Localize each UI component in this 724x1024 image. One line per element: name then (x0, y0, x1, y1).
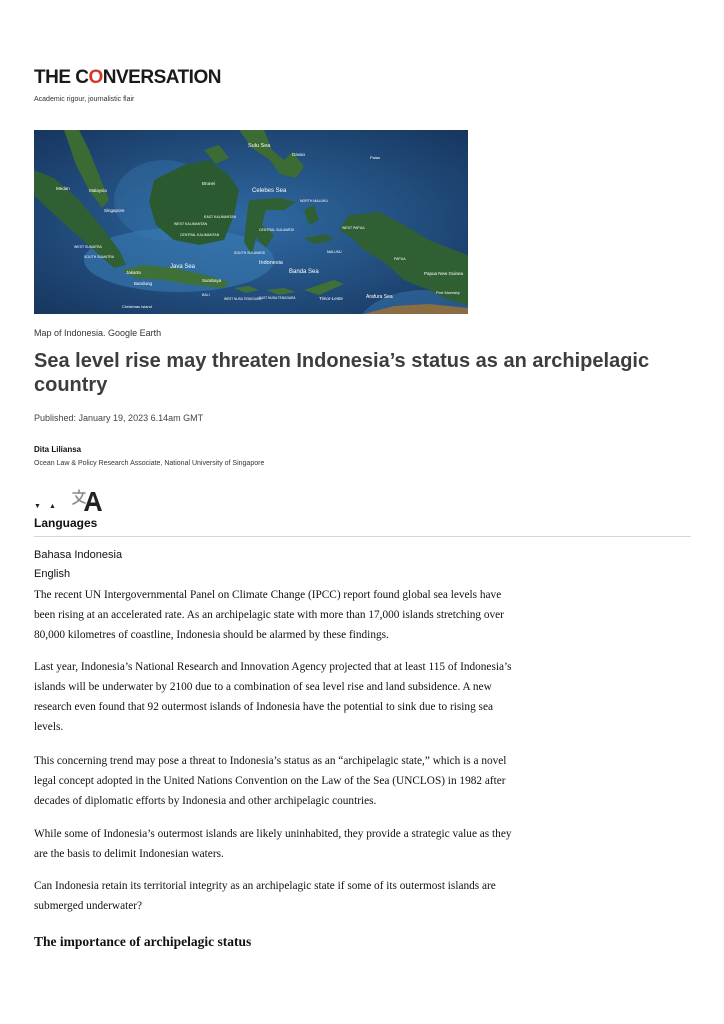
map-label: WEST SUMATRA (74, 245, 102, 249)
translate-icon[interactable] (70, 488, 104, 512)
map-image (34, 130, 468, 314)
map-label: Medan (56, 186, 70, 191)
map-label: EAST KALIMANTAN (204, 215, 237, 219)
map-label: SOUTH SULAWESI (234, 251, 266, 255)
map-label: CENTRAL SULAWESI (259, 228, 295, 232)
map-label: WEST PAPUA (342, 226, 365, 230)
languages-heading: Languages (34, 516, 98, 530)
article-paragraph: Last year, Indonesia’s National Research and Innovation Agency projected that at least 115 of Indonesia’s islands will be underwater by 2100 due to a combination of sea level rise and land subsidence. A new research even found that 92 outermost islands of Indonesia have the potential to sink due to rising sea levels. (34, 661, 512, 733)
map-label: EAST NUSA TENGGARA (259, 296, 296, 300)
author-name[interactable]: Dita Liliansa (34, 445, 82, 454)
article-headline: Sea level rise may threaten Indonesia’s status as an archipelagic country (34, 350, 650, 396)
logo-speech-o: O (88, 67, 103, 88)
map-label: Timor-Leste (319, 296, 343, 301)
map-label: WEST KALIMANTAN (174, 222, 208, 226)
map-label: Palau (370, 155, 381, 160)
article-paragraph: While some of Indonesia’s outermost islands are likely uninhabited, they provide a strategic value as they are the basis to delimit Indonesian waters. (34, 828, 512, 860)
map-label: Java Sea (170, 264, 196, 270)
map-label: Port Moresby (436, 290, 460, 295)
language-option-bahasa[interactable]: Bahasa Indonesia (34, 549, 123, 561)
map-label: Banda Sea (289, 269, 319, 275)
section-heading: The importance of archipelagic status (34, 934, 252, 949)
map-label: Christmas Island (122, 304, 152, 309)
map-label: Bandung (134, 281, 153, 286)
map-label: Malaysia (89, 188, 107, 193)
collapse-arrow-icon[interactable]: ▼ (34, 503, 41, 510)
map-label: MALUKU (327, 250, 342, 254)
map-label: SOUTH SUMATRA (84, 255, 115, 259)
map-label: Jakarta (126, 270, 141, 275)
map-graphic (34, 130, 468, 314)
article-paragraph: Can Indonesia retain its territorial integrity as an archipelagic state if some of its outermost islands are submerged underwater? (34, 880, 496, 912)
map-label: Sulu Sea (248, 143, 271, 149)
map-label: Brunei (202, 181, 216, 186)
map-label: Surabaya (202, 278, 222, 283)
author-affiliation: Ocean Law & Policy Research Associate, National University of Singapore (34, 460, 265, 467)
language-option-english[interactable]: English (34, 568, 71, 580)
publish-date: Published: January 19, 2023 6.14am GMT (34, 413, 204, 423)
site-logo[interactable] (34, 67, 221, 89)
map-label: Arafura Sea (366, 294, 393, 300)
map-label: NORTH MALUKU (300, 199, 328, 203)
divider (34, 536, 691, 537)
map-label: CENTRAL KALIMANTAN (180, 233, 220, 237)
logo-text-suffix: NVERSATION (102, 67, 221, 88)
map-label: WEST NUSA TENGGARA (224, 297, 262, 301)
logo-text-prefix: THE C (34, 67, 89, 88)
site-tagline: Academic rigour, journalistic flair (34, 96, 135, 103)
map-caption: Map of Indonesia. Google Earth (34, 328, 162, 338)
map-label: Davao (292, 152, 306, 157)
article-paragraph: The recent UN Intergovernmental Panel on Climate Change (IPCC) report found global sea levels have been rising at an accelerated rate. As an archipelagic state with more than 17,000 islands stretching over 80,000 kilometres of coastline, Indonesia should be alarmed by these findings. (34, 589, 504, 641)
map-label: Indonesia (259, 260, 283, 266)
map-label: Celebes Sea (252, 188, 287, 194)
article-paragraph: This concerning trend may pose a threat to Indonesia’s status as an “archipelagic state,” which is a novel legal concept adopted in the United Nations Convention on the Law of the Sea (UNCLOS) in 1982 after decades of diplomatic efforts by Indonesia and other archipelagic countries. (34, 755, 507, 807)
map-label: Papua New Guinea (424, 271, 464, 276)
map-label: BALI (202, 293, 210, 297)
expand-arrow-icon[interactable]: ▲ (48, 503, 56, 510)
language-toggle[interactable] (34, 486, 104, 512)
map-label: PAPUA (394, 257, 406, 261)
map-label: Singapore (104, 208, 125, 213)
